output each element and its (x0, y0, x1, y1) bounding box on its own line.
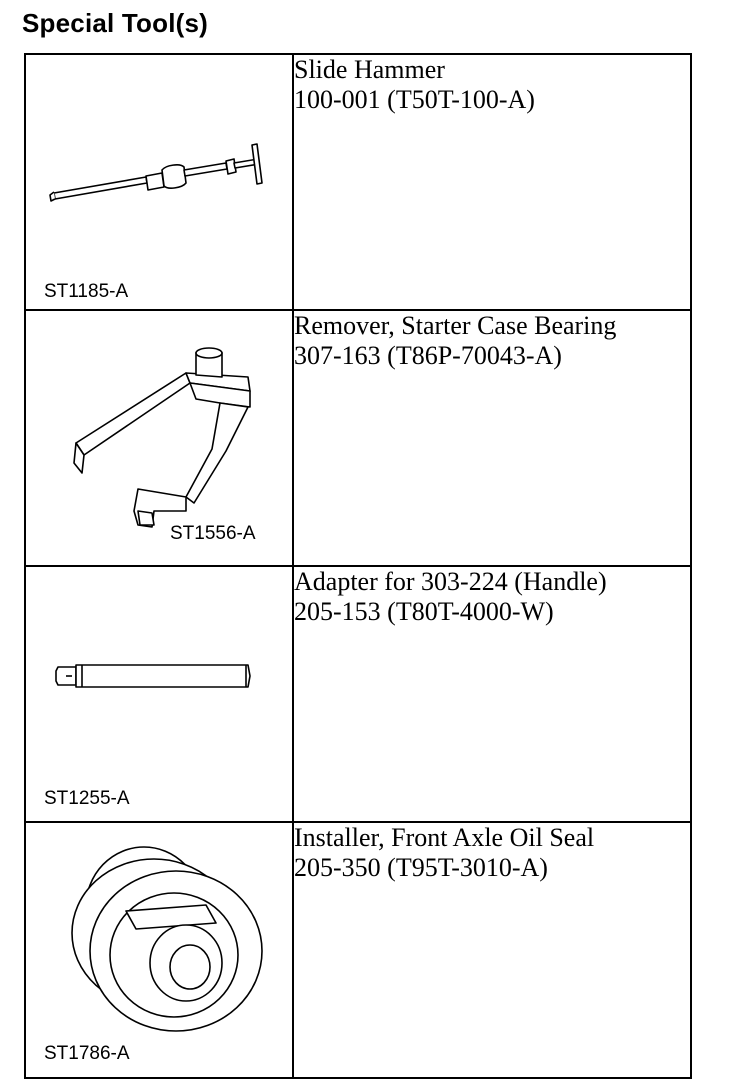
page-title: Special Tool(s) (22, 8, 208, 38)
tool-description-cell (293, 566, 691, 822)
tool-code: ST1556-A (170, 523, 256, 544)
tool-description-cell (293, 822, 691, 1078)
tool-illustration-cell (25, 310, 293, 566)
tool-name: Remover, Starter Case Bearing (294, 311, 617, 340)
tool-description-cell (293, 54, 691, 310)
tool-part-number: 100-001 (T50T-100-A) (294, 85, 535, 114)
tool-part-number: 205-153 (T80T-4000-W) (294, 597, 554, 626)
slide-hammer-icon (26, 55, 292, 309)
tool-part-number: 307-163 (T86P-70043-A) (294, 341, 562, 370)
special-tools-table (24, 53, 692, 1079)
tool-code: ST1185-A (44, 281, 129, 302)
tool-part-number: 205-350 (T95T-3010-A) (294, 853, 548, 882)
tool-name: Slide Hammer (294, 55, 445, 84)
tool-description-cell (293, 310, 691, 566)
tool-code: ST1255-A (44, 788, 130, 809)
tool-name: Installer, Front Axle Oil Seal (294, 823, 595, 852)
tool-illustration-cell (25, 54, 293, 310)
seal-installer-icon (26, 823, 292, 1077)
tool-illustration-cell (25, 822, 293, 1078)
table-row (25, 822, 691, 1078)
adapter-pin-icon (26, 567, 292, 821)
tool-code: ST1786-A (44, 1043, 130, 1064)
table-row (25, 54, 691, 310)
tool-name: Adapter for 303-224 (Handle) (294, 567, 607, 596)
table-row (25, 566, 691, 822)
tool-illustration-cell (25, 566, 293, 822)
table-row (25, 310, 691, 566)
